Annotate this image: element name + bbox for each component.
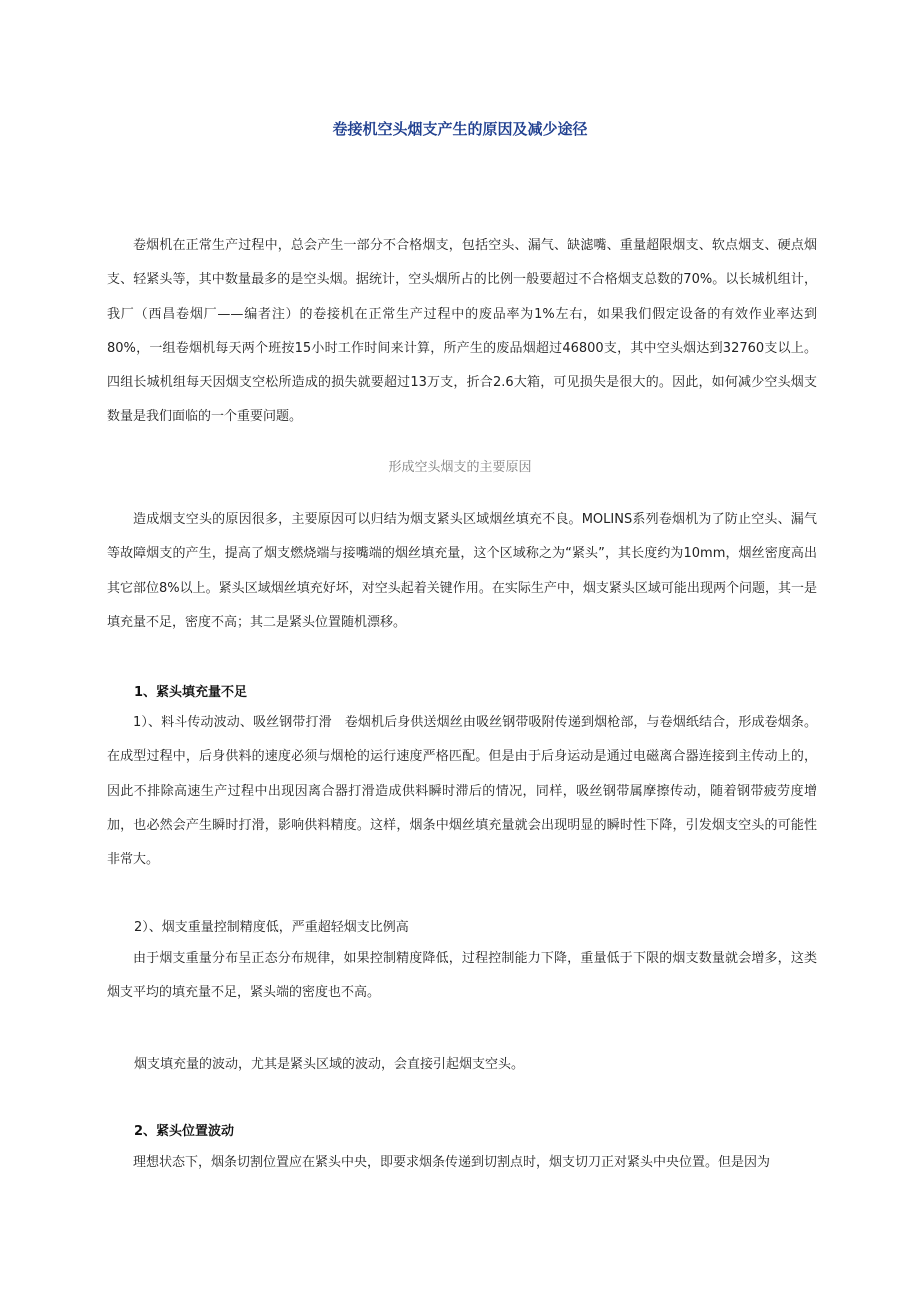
final-paragraph: 理想状态下，烟条切割位置应在紧头中央，即要求烟条传递到切割点时，烟支切刀正对紧头中央位置。但是因为 xyxy=(133,1155,771,1170)
item2-paragraph: 由于烟支重量分布呈正态分布规律，如果控制精度降低，过程控制能力下降，重量低于下限的烟支数量就会增多，这类烟支平均的填充量不足，紧头端的密度也不高。 xyxy=(107,951,817,1001)
section-intro-paragraph: 造成烟支空头的原因很多，主要原因可以归结为烟支紧头区域烟丝填充不良。MOLINS系列卷烟机为了防止空头、漏气等故障烟支的产生，提高了烟支燃烧端与接嘴端的烟丝填充量，这个区域称之为“紧头”，其长度约为10mm，烟丝密度高出其它部位8%以上。紧头区域烟丝填充好坏，对空头起着关键作用。在实际生产中，烟支紧头区域可能出现两个问题，其一是填充量不足，密度不高；其二是紧头位置随机漂移。 xyxy=(107,512,817,630)
heading-1: 1、紧头填充量不足 xyxy=(134,685,248,700)
section-title: 形成空头烟支的主要原因 xyxy=(388,460,532,475)
heading-2: 2、紧头位置波动 xyxy=(134,1124,235,1139)
intro-paragraph: 卷烟机在正常生产过程中，总会产生一部分不合格烟支，包括空头、漏气、缺滤嘴、重量超限烟支、软点烟支、硬点烟支、轻紧头等，其中数量最多的是空头烟。据统计，空头烟所占的比例一般要超过不合格烟支总数的70%。以长城机组计，我厂（西昌卷烟厂——编者注）的卷接机在正常生产过程中的废品率为1%左右，如果我们假定设备的有效作业率达到80%，一组卷烟机每天两个班按15小时工作时间来计算，所产生的废品烟超过46800支，其中空头烟达到32760支以上。四组长城机组每天因烟支空松所造成的损失就要超过13万支，折合2.6大箱，可见损失是很大的。因此，如何减少空头烟支数量是我们面临的一个重要问题。 xyxy=(107,238,817,425)
item2-title: 2）、烟支重量控制精度低，严重超轻烟支比例高 xyxy=(134,920,409,935)
page-title: 卷接机空头烟支产生的原因及减少途径 xyxy=(332,120,588,138)
summary-line: 烟支填充量的波动，尤其是紧头区域的波动，会直接引起烟支空头。 xyxy=(134,1057,525,1072)
item1-paragraph: 1）、料斗传动波动、吸丝钢带打滑 卷烟机后身供送烟丝由吸丝钢带吸附传递到烟枪部，与卷烟纸结合，形成卷烟条。在成型过程中，后身供料的速度必须与烟枪的运行速度严格匹配。但是由于后身运动是通过电磁离合器连接到主传动上的，因此不排除高速生产过程中出现因离合器打滑造成供料瞬时滞后的情况，同样，吸丝钢带属摩擦传动，随着钢带疲劳度增加，也必然会产生瞬时打滑，影响供料精度。这样，烟条中烟丝填充量就会出现明显的瞬时性下降，引发烟支空头的可能性非常大。 xyxy=(107,715,817,868)
